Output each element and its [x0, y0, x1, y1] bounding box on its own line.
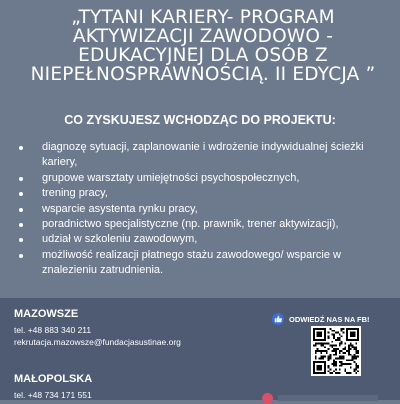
page-title: „TYTANI KARIERY- PROGRAM AKTYWIZACJI ZAWODOWO - EDUKACYJNEJ DLA OSÓB Z NIEPEŁNOSPRAWNOŚCIĄ. II EDYCJA ”	[30, 7, 376, 85]
thumbs-up-icon	[272, 313, 284, 325]
region-name: MAZOWSZE	[14, 308, 79, 320]
region-mazowsze	[14, 308, 181, 348]
email-link[interactable]: rekrutacja.mazowsze@fundacjasustinae.org	[14, 337, 181, 347]
region-malopolska	[14, 373, 92, 401]
facebook-label: ODWIEDŹ NAS NA FB!	[289, 314, 370, 324]
list-item: możliwość realizacji płatnego stażu zawodowego/ wsparcie w znalezieniu zatrudnienia.	[14, 248, 386, 279]
list-item: udział w szkoleniu zawodowym,	[14, 232, 386, 247]
list-item: diagnozę sytuacji, zaplanowanie i wdrożenie indywidualnej ścieżki kariery,	[14, 140, 386, 171]
list-item: poradnictwo specjalistyczne (np. prawnik, trener aktywizacji),	[14, 217, 386, 232]
list-item: trening pracy,	[14, 186, 386, 201]
qr-code-icon[interactable]	[311, 326, 361, 376]
facebook-link[interactable]	[272, 313, 370, 325]
region-name: MAŁOPOLSKA	[14, 373, 93, 385]
benefits-heading: CO ZYSKUJESZ WCHODZĄC DO PROJEKTU:	[64, 113, 336, 127]
list-item: wsparcie asystenta rynku pracy,	[14, 202, 386, 217]
social-bar	[278, 395, 378, 401]
phone-number[interactable]: tel. +48 734 171 551	[14, 390, 92, 400]
list-item: grupowe warsztaty umiejętności psychospołecznych,	[14, 171, 386, 186]
phone-number[interactable]: tel. +48 883 340 211	[14, 325, 92, 335]
instagram-icon[interactable]	[262, 393, 273, 404]
benefits-list	[14, 140, 386, 279]
